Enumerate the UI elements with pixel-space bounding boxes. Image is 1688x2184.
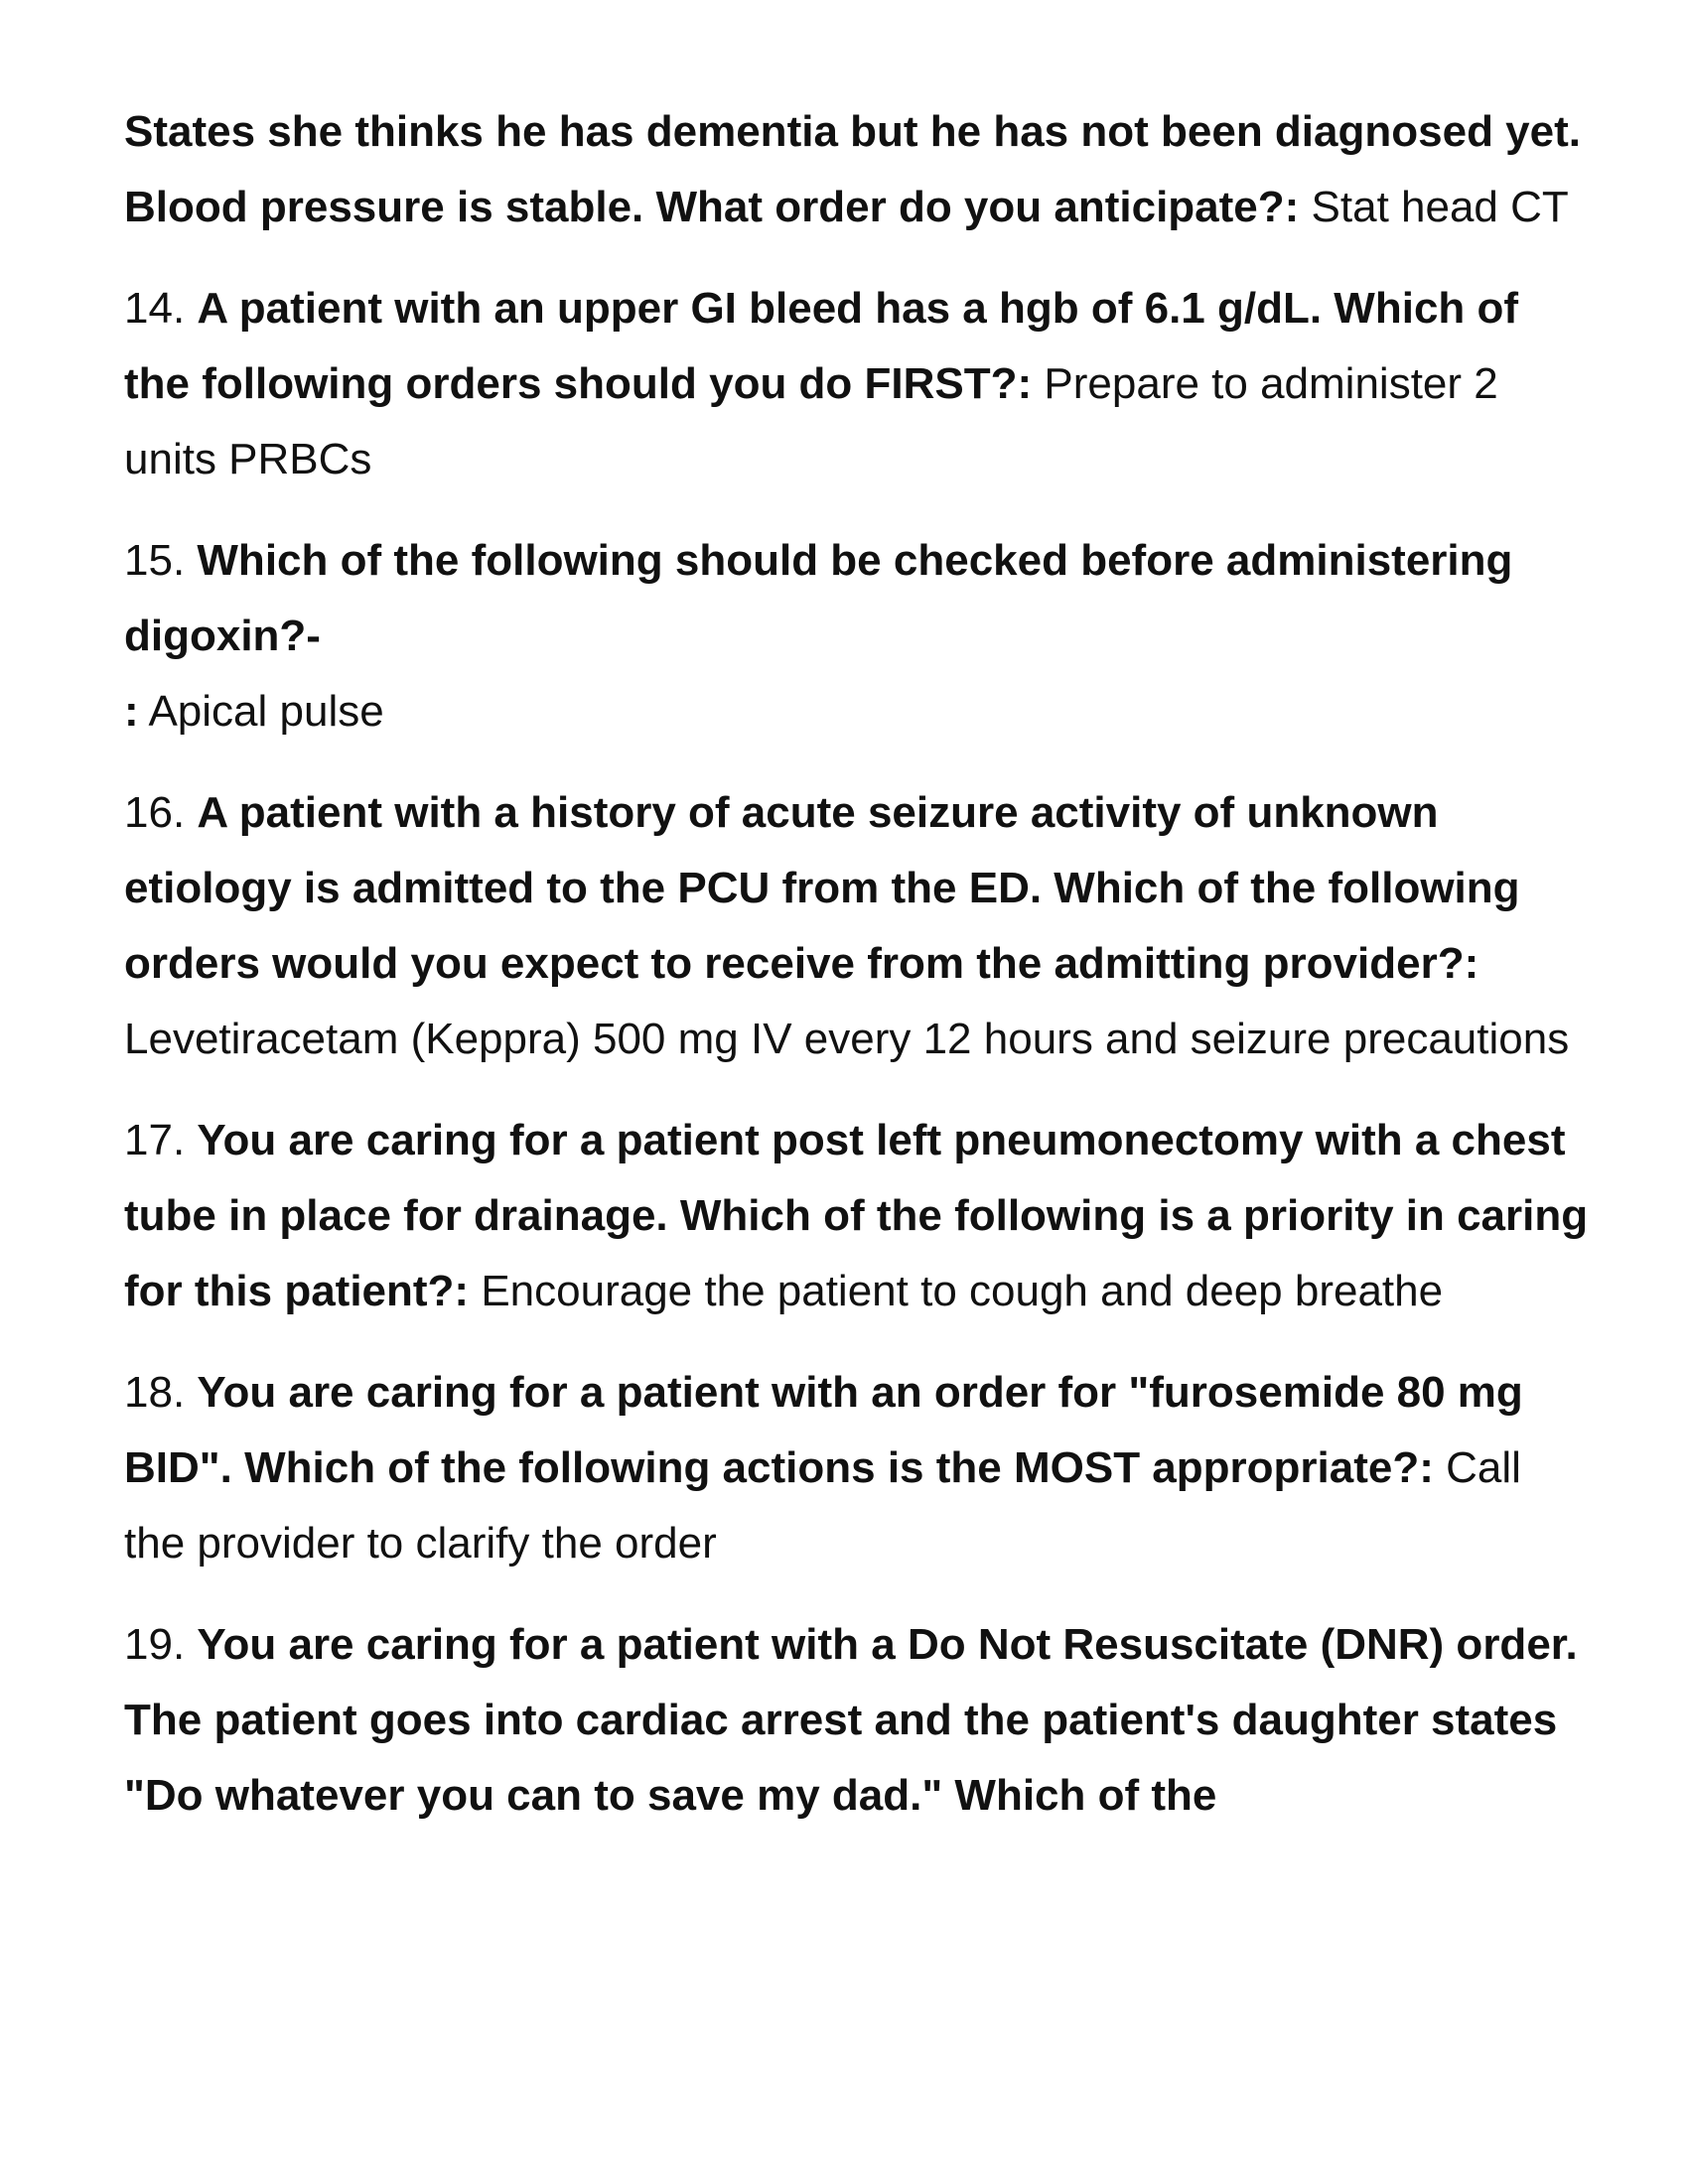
document-page [124,94,1589,1859]
answer-text: Stat head CT [1311,183,1569,231]
question-text: Which of the following should be checked before administering digoxin?- [124,536,1513,660]
question-text: You are caring for a patient with an order for "furosemide 80 mg BID". Which of the following actions is the MOST appropriate?: [124,1368,1523,1492]
answer-prefix: : [124,687,139,736]
question-item-15 [124,523,1589,750]
answer-text: Prepare to administer 2 units PRBCs [124,359,1498,483]
question-text: A patient with an upper GI bleed has a hgb of 6.1 g/dL. Which of the following orders should you do FIRST?: [124,284,1519,408]
question-text: You are caring for a patient with a Do Not Resuscitate (DNR) order. The patient goes into cardiac arrest and the patient's daughter states "Do whatever you can to save my dad." Which of the [124,1620,1578,1820]
continued-question [124,94,1589,245]
question-item-18 [124,1355,1589,1581]
question-number: 17. [124,1116,186,1164]
answer-text: Encourage the patient to cough and deep breathe [481,1267,1444,1315]
question-number: 14. [124,284,186,333]
question-number: 19. [124,1620,186,1669]
question-item-14 [124,271,1589,497]
question-item-17 [124,1103,1589,1329]
question-item-16 [124,775,1589,1077]
answer-text: Apical pulse [148,687,384,736]
question-text: A patient with a history of acute seizure activity of unknown etiology is admitted to the PCU from the ED. Which of the following orders would you expect to receive from the admitting provider?: [124,788,1520,988]
question-number: 18. [124,1368,186,1417]
question-text: You are caring for a patient post left pneumonectomy with a chest tube in place for drainage. Which of the following is a priority in caring for this patient?: [124,1116,1589,1315]
question-item-19 [124,1607,1589,1834]
question-number: 15. [124,536,186,585]
question-number: 16. [124,788,186,837]
answer-text: Call the provider to clarify the order [124,1443,1521,1568]
question-text: States she thinks he has dementia but he has not been diagnosed yet. Blood pressure is stable. What order do you anticipate?: [124,107,1581,231]
answer-text: Levetiracetam (Keppra) 500 mg IV every 12 hours and seizure precautions [124,1015,1570,1063]
